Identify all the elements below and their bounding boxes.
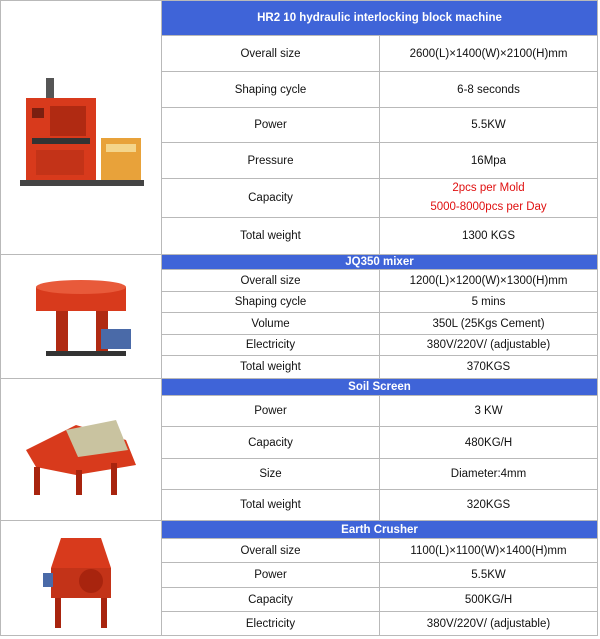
row-label: Total weight: [162, 218, 380, 255]
row-value: 6-8 seconds: [380, 72, 598, 108]
row-value: 1100(L)×1100(W)×1400(H)mm: [380, 539, 598, 563]
row-value: 5.5KW: [380, 563, 598, 588]
earth-crusher-illustration: [21, 523, 141, 633]
soil-screen-illustration: [16, 395, 146, 505]
row-value: 380V/220V/ (adjustable): [380, 612, 598, 636]
row-label: Capacity: [162, 179, 380, 218]
row-label: Overall size: [162, 36, 380, 72]
row-value: 5.5KW: [380, 108, 598, 143]
row-label: Overall size: [162, 270, 380, 292]
row-label: Electricity: [162, 612, 380, 636]
capacity-per-mold: 2pcs per Mold: [452, 182, 525, 194]
row-value: Diameter:4mm: [380, 459, 598, 490]
capacity-per-day: 5000-8000pcs per Day: [430, 201, 547, 213]
row-value: 350L (25Kgs Cement): [380, 313, 598, 335]
row-label: Capacity: [162, 427, 380, 459]
block-machine-photo: [1, 1, 162, 255]
section-title: HR2 10 hydraulic interlocking block machine: [162, 1, 598, 36]
row-label: Shaping cycle: [162, 72, 380, 108]
row-value: 380V/220V/ (adjustable): [380, 335, 598, 356]
section-header-soil-screen: [1, 379, 598, 396]
row-value: 1200(L)×1200(W)×1300(H)mm: [380, 270, 598, 292]
row-value: 3 KW: [380, 396, 598, 427]
row-value: 480KG/H: [380, 427, 598, 459]
row-label: Power: [162, 396, 380, 427]
section-header-mixer: [1, 255, 598, 270]
row-value: 500KG/H: [380, 588, 598, 612]
row-label: Total weight: [162, 490, 380, 521]
section-title: Soil Screen: [162, 379, 598, 396]
section-header-earth-crusher: [1, 521, 598, 539]
row-value: 370KGS: [380, 356, 598, 379]
row-value: 16Mpa: [380, 143, 598, 179]
row-label: Pressure: [162, 143, 380, 179]
block-machine-illustration: [6, 58, 156, 198]
section-title: JQ350 mixer: [162, 255, 598, 270]
row-label: Capacity: [162, 588, 380, 612]
row-value: 320KGS: [380, 490, 598, 521]
earth-crusher-photo: [1, 521, 162, 636]
row-value: 1300 KGS: [380, 218, 598, 255]
row-label: Power: [162, 108, 380, 143]
soil-screen-photo: [1, 379, 162, 521]
row-value: 2600(L)×1400(W)×2100(H)mm: [380, 36, 598, 72]
row-label: Power: [162, 563, 380, 588]
mixer-illustration: [16, 267, 146, 367]
mixer-photo: [1, 255, 162, 379]
section-header-block-machine: [1, 1, 598, 36]
row-label: Shaping cycle: [162, 292, 380, 313]
row-value: [380, 179, 598, 218]
section-title: Earth Crusher: [162, 521, 598, 539]
row-label: Volume: [162, 313, 380, 335]
row-label: Electricity: [162, 335, 380, 356]
row-label: Size: [162, 459, 380, 490]
row-label: Overall size: [162, 539, 380, 563]
row-label: Total weight: [162, 356, 380, 379]
row-value: 5 mins: [380, 292, 598, 313]
